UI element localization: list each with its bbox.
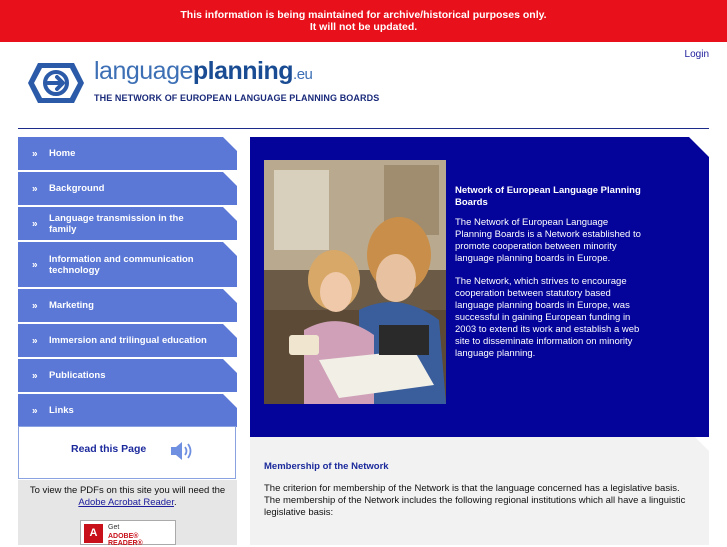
logo-word-language: language — [94, 57, 193, 85]
nav-item-label: Language transmission in the family — [49, 212, 184, 235]
badge-reader-text: ADOBE® READER® — [108, 533, 143, 547]
nav-item-marketing[interactable] — [18, 289, 237, 324]
nav-item-ict[interactable] — [18, 242, 237, 289]
chevron-right-icon: » — [32, 183, 38, 194]
get-adobe-reader-badge[interactable] — [80, 520, 176, 545]
intro-title: Network of European Language Planning Boards — [455, 185, 641, 208]
nav-item-immersion[interactable] — [18, 324, 237, 359]
sidebar-nav — [18, 137, 237, 429]
nav-item-label: Links — [49, 405, 74, 416]
chevron-right-icon: » — [32, 218, 38, 229]
adobe-reader-link[interactable]: Adobe Acrobat Reader — [78, 497, 174, 508]
chevron-right-icon: » — [32, 335, 38, 346]
intro-paragraph-1: The Network of European Language Planning Boards is a Network established to promote cooperation between minority language planning boards in Europe. — [455, 217, 641, 264]
banner-line-2: It will not be updated. — [309, 21, 418, 33]
nav-item-label: Information and communication technology — [49, 253, 194, 276]
nav-item-label: Immersion and trilingual education — [49, 335, 207, 346]
membership-title: Membership of the Network — [264, 461, 389, 472]
membership-text: The criterion for membership of the Network is that the language concerned has a legislative basis. The membership of the Network includes the following regional institutions which all have a linguistic legislative basis: — [264, 483, 686, 518]
banner-line-1: This information is being maintained for archive/historical purposes only. — [180, 9, 547, 21]
nav-item-publications[interactable] — [18, 359, 237, 394]
chevron-right-icon: » — [32, 148, 38, 159]
hero-photo — [264, 160, 446, 404]
header-divider — [18, 128, 709, 129]
nav-item-background[interactable] — [18, 172, 237, 207]
logo-arrow-icon[interactable] — [26, 61, 86, 105]
login-link[interactable]: Login — [684, 49, 709, 60]
nav-item-language-transmission[interactable] — [18, 207, 237, 242]
chevron-right-icon: » — [32, 259, 38, 270]
pdf-notice-label: To view the PDFs on this site you will need the — [29, 485, 226, 496]
pdf-notice-text — [18, 480, 237, 509]
logo-tld: .eu — [293, 66, 313, 83]
archive-banner — [0, 0, 727, 42]
nav-item-label: Background — [49, 183, 105, 194]
membership-section — [250, 437, 709, 545]
nav-item-label: Marketing — [49, 300, 94, 311]
nav-item-home[interactable] — [18, 137, 237, 172]
intro-panel — [250, 137, 709, 437]
badge-get-text: Get — [108, 524, 120, 531]
logo-wordmark[interactable] — [94, 57, 312, 86]
read-this-page-button[interactable] — [18, 426, 236, 479]
nav-item-label: Home — [49, 148, 76, 159]
logo-word-planning: planning — [192, 57, 294, 85]
pdf-notice-period: . — [173, 497, 177, 508]
chevron-right-icon: » — [32, 405, 38, 416]
read-this-page-label: Read this Page — [71, 443, 147, 455]
intro-paragraph-2: The Network, which strives to encourage cooperation between statutory based language planning boards in Europe, was successful in gaining European funding in 2003 to extend its work and establish a web site to disseminate information on minority language planning. — [455, 276, 640, 359]
nav-item-links[interactable] — [18, 394, 237, 429]
chevron-right-icon: » — [32, 370, 38, 381]
adobe-pdf-icon: A — [84, 524, 103, 543]
nav-item-label: Publications — [49, 370, 106, 381]
pdf-notice — [18, 480, 237, 545]
logo-tagline: THE NETWORK OF EUROPEAN LANGUAGE PLANNING BOARDS — [94, 93, 380, 103]
chevron-right-icon: » — [32, 300, 38, 311]
speaker-icon[interactable] — [169, 439, 195, 463]
